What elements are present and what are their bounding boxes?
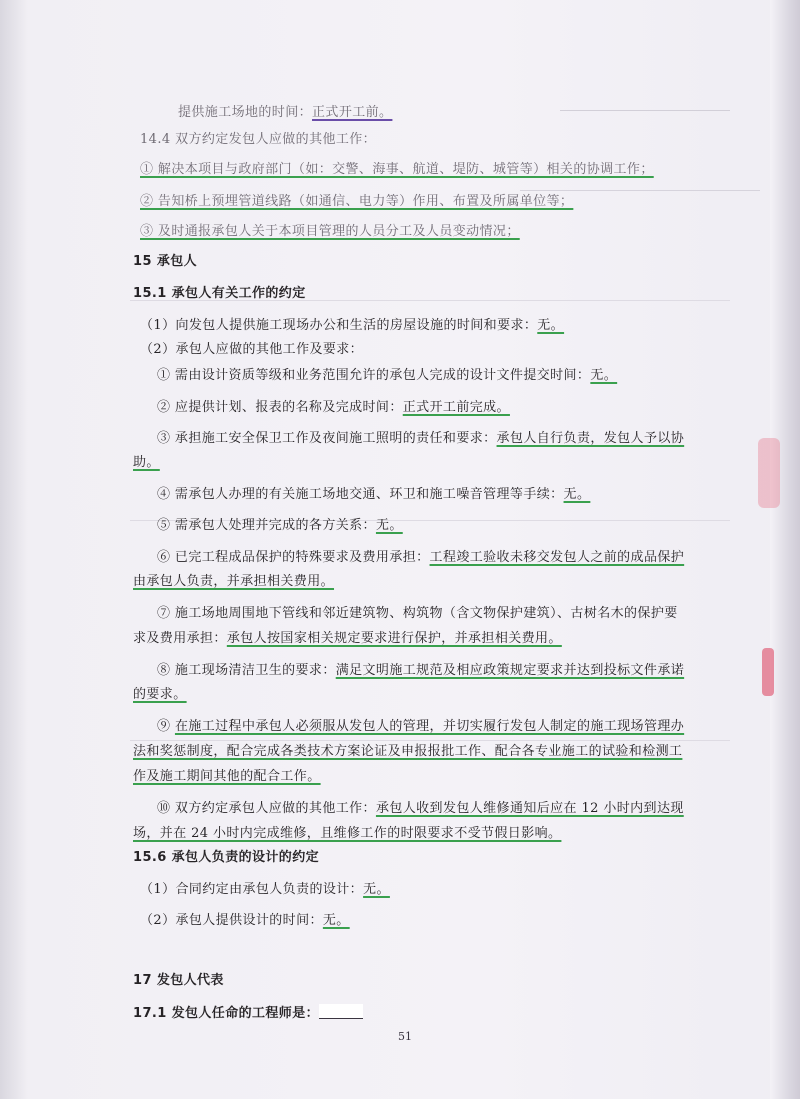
line-value: 场，并在 24 小时内完成维修，且维修工作的时限要求不受节假日影响。 [133, 826, 562, 841]
line-value: 无。 [537, 318, 565, 333]
line-value: ② 告知桥上预埋管道线路（如通信、电力等）作用、布置及所属单位等； [140, 194, 574, 209]
line-14-4-heading [140, 131, 376, 149]
line-label: ① 需由设计资质等级和业务范围允许的承包人完成的设计文件提交时间： [157, 368, 591, 383]
line-14-4-item-1 [140, 161, 654, 179]
line-15-6-1 [140, 881, 390, 899]
line-item-9-cont-1 [133, 743, 682, 761]
line-value: 无。 [375, 518, 403, 533]
section-title: 15 承包人 [133, 254, 198, 269]
redacted-name-field [319, 1004, 363, 1019]
line-label: ⑧ 施工现场清洁卫生的要求： [157, 663, 336, 678]
line-label: ④ 需承包人办理的有关施工场地交通、环卫和施工噪音管理等手续： [157, 487, 564, 502]
line-value: 无。 [363, 882, 390, 897]
line-label: ⑩ 双方约定承包人应做的其他工作： [157, 801, 376, 816]
line-site-time [178, 104, 392, 122]
line-item-2 [157, 399, 510, 417]
line-item-6 [157, 549, 684, 567]
line-value: 由承包人负责，并承担相关费用。 [133, 574, 335, 589]
line-label: 提供施工场地的时间： [178, 105, 313, 120]
line-label: （2）承包人应做的其他工作及要求： [140, 342, 364, 357]
section-title: 15.6 承包人负责的设计的约定 [133, 850, 320, 865]
line-label: ⑤ 需承包人处理并完成的各方关系： [157, 518, 376, 533]
line-item-3 [157, 430, 684, 448]
section-17-heading [133, 972, 224, 990]
page-number: 51 [398, 1030, 412, 1043]
line-value: 助。 [133, 455, 160, 470]
line-label: ⑥ 已完工程成品保护的特殊要求及费用承担： [157, 550, 430, 565]
line-value: 承包人按国家相关规定要求进行保护，并承担相关费用。 [226, 631, 562, 646]
section-15-heading [133, 253, 197, 271]
line-item-8 [157, 662, 684, 680]
line-15-1-2 [140, 341, 363, 359]
line-value: 满足文明施工规范及相应政策规定要求并达到投标文件承诺 [335, 663, 685, 678]
section-17-1-heading [133, 1004, 363, 1023]
page-binding-edge [770, 0, 800, 1099]
line-value: 正式开工前。 [312, 105, 393, 120]
line-label: ② 应提供计划、报表的名称及完成时间： [157, 400, 403, 415]
seal-stamp [758, 438, 780, 508]
line-item-3-cont [133, 454, 160, 472]
line-value: 法和奖惩制度，配合完成各类技术方案论证及申报报批工作、配合各专业施工的试验和检测工 [133, 744, 683, 759]
line-label: （1）合同约定由承包人负责的设计： [140, 882, 364, 897]
seal-stamp-mark [762, 648, 774, 696]
section-title: 17 发包人代表 [133, 973, 224, 988]
line-item-9 [157, 718, 684, 736]
line-item-10 [157, 800, 684, 818]
line-15-1-1 [140, 317, 564, 335]
bleed-through-mark [520, 190, 760, 191]
section-15-6-heading [133, 849, 319, 867]
line-label: ⑦ 施工场地周围地下管线和邻近建筑物、构筑物（含文物保护建筑）、古树名木的保护要 [157, 606, 678, 621]
line-value: ① 解决本项目与政府部门（如：交警、海事、航道、堤防、城管等）相关的协调工作； [140, 162, 654, 177]
line-value: 作及施工期间其他的配合工作。 [133, 769, 321, 784]
line-label: 求及费用承担： [133, 631, 227, 646]
line-label: （1）向发包人提供施工现场办公和生活的房屋设施的时间和要求： [140, 318, 538, 333]
line-item-7 [157, 605, 678, 623]
section-15-1-heading [133, 285, 306, 303]
section-title: 15.1 承包人有关工作的约定 [133, 286, 306, 301]
line-item-8-cont [133, 686, 187, 704]
line-item-10-cont [133, 825, 561, 843]
line-value: 承包人自行负责，发包人予以协 [496, 431, 685, 446]
line-item-4 [157, 486, 590, 504]
line-item-6-cont [133, 573, 334, 591]
section-title: 17.1 发包人任命的工程师是： [133, 1006, 320, 1021]
bleed-through-mark [560, 110, 730, 111]
line-value: 承包人收到发包人维修通知后应在 12 小时内到达现 [375, 801, 684, 816]
line-label: ⑨ [157, 719, 175, 734]
line-value: 正式开工前完成。 [402, 400, 510, 415]
bleed-through-mark [130, 740, 730, 741]
line-item-1 [157, 367, 617, 385]
line-label: 14.4 双方约定发包人应做的其他工作： [140, 132, 377, 147]
line-item-7-cont [133, 630, 562, 648]
line-value: 的要求。 [133, 687, 187, 702]
line-label: ③ 承担施工安全保卫工作及夜间施工照明的责任和要求： [157, 431, 497, 446]
line-value: 在施工过程中承包人必须服从发包人的管理，并切实履行发包人制定的施工现场管理办 [174, 719, 685, 734]
line-value: 工程竣工验收未移交发包人之前的成品保护 [429, 550, 685, 565]
line-value: 无。 [563, 487, 591, 502]
line-value: 无。 [322, 913, 350, 928]
line-15-6-2 [140, 912, 350, 930]
line-item-5 [157, 517, 403, 535]
line-value: ③ 及时通报承包人关于本项目管理的人员分工及人员变动情况； [140, 224, 520, 239]
line-label: （2）承包人提供设计的时间： [140, 913, 323, 928]
line-14-4-item-3 [140, 223, 520, 241]
line-value: 无。 [590, 368, 618, 383]
line-item-9-cont-2 [133, 768, 321, 786]
line-14-4-item-2 [140, 193, 573, 211]
